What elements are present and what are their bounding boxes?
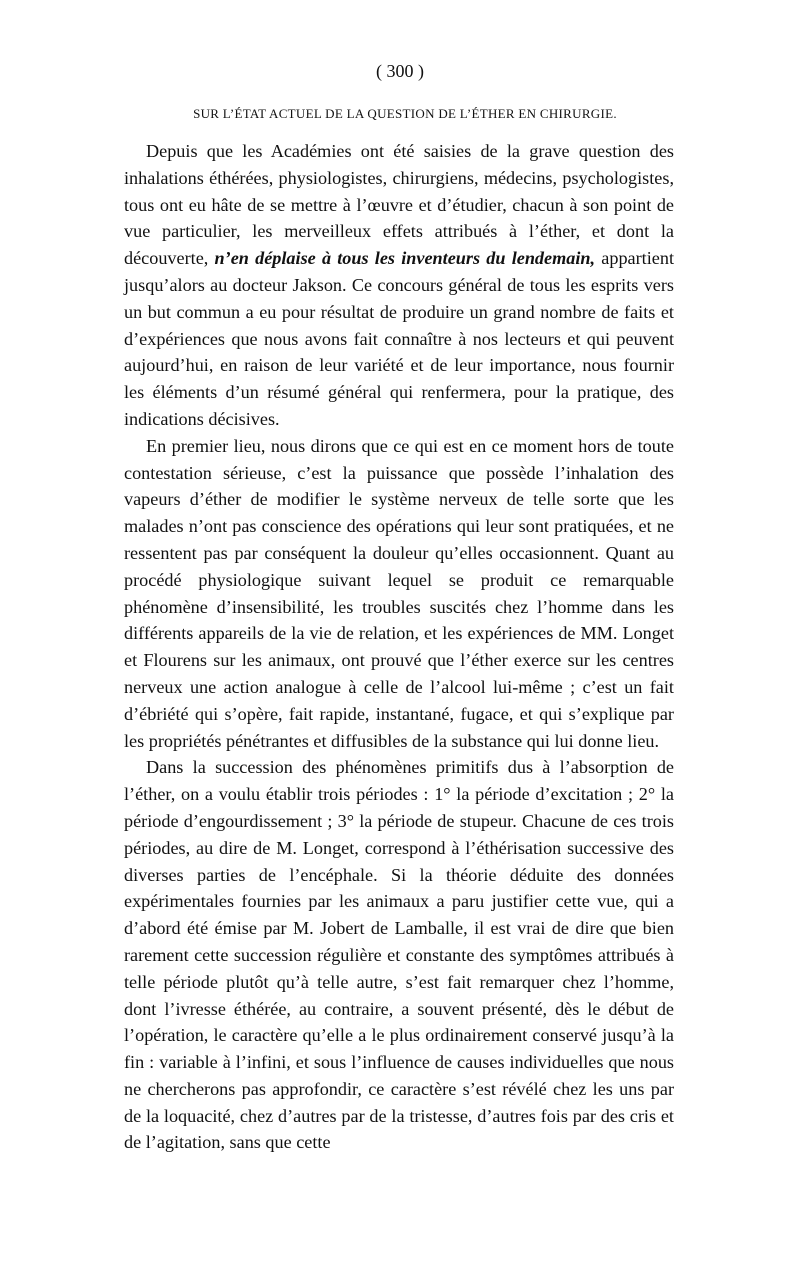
emphasis-phrase: n’en déplaise à tous les inventeurs du lendemain, — [214, 248, 596, 269]
paragraph-3: Dans la succession des phénomènes primitifs dus à l’absorption de l’éther, on a voulu établir trois périodes : 1° la période d’excitation ; 2° la période d’engourdissement ; 3° la période de stupeur. Chacune de ces trois périodes, au dire de M. Longet, correspond à l’éthérisation successive des diverses parties de l’encéphale. Si la théorie déduite des données expérimentales fournies par les animaux a paru justifier cette vue, qui a d’abord été émise par M. Jobert de Lamballe, il est vrai de dire que bien rarement cette succession régulière et constante des symptômes attribués à telle période plutôt qu’à telle autre, s’est fait remarquer chez l’homme, dont l’ivresse éthérée, au contraire, a souvent présenté, dès le début de l’opération, le caractère qu’elle a le plus ordinairement conservé jusqu’à la fin : variable à l’infini, et sous l’influence de causes individuelles que nous ne chercherons pas approfondir, ce caractère s’est révélé chez les uns par de la loquacité, chez d’autres par de la tristesse, d’autres fois par des cris et de l’agitation, sans que cette — [124, 757, 674, 1153]
page-number: ( 300 ) — [376, 61, 424, 81]
paragraph-1-text-end: appartient jusqu’alors au docteur Jakson. Ce concours général de tous les esprits vers un but commun a eu pour résultat de produire un grand nombre de faits et d’expériences que nous avons fait connaître à nos lecteurs et qui peuvent aujourd’hui, en raison de leur variété et de leur importance, nous fournir les éléments d’un résumé général qui renfermera, pour la pratique, des indications décisives. — [124, 248, 674, 429]
paragraph-1-text-start: Depuis que les Académies ont été saisies de la grave question des inhalations éthérées, physiologistes, chirurgiens, médecins, psychologistes, tous ont eu hâte de se mettre à l’œuvre et d’étudier, chacun à son point de vue particulier, les merveilleux effets attribués à l’éther, et dont la découverte, — [124, 141, 674, 269]
paragraph-2: En premier lieu, nous dirons que ce qui est en ce moment hors de toute contestation sérieuse, c’est la puissance que possède l’inhalation des vapeurs d’éther de modifier le système nerveux de telle sorte que les malades n’ont pas conscience des opérations qui leur sont pratiquées, et ne ressentent pas par conséquent la douleur qu’elles occasionnent. Quant au procédé physiologique suivant lequel se produit ce remarquable phénomène d’insensibilité, les troubles suscités chez l’homme dans les différents appareils de la vie de relation, et les expériences de MM. Longet et Flourens sur les animaux, ont prouvé que l’éther exerce sur les centres nerveux une action analogue à celle de l’alcool lui-même ; c’est un fait d’ébriété qui s’opère, fait rapide, instantané, fugace, et qui s’explique par les propriétés pénétrantes et diffusibles de la substance qui lui donne lieu. — [124, 435, 674, 751]
body-text — [124, 138, 674, 1156]
paragraph-1 — [124, 138, 674, 433]
running-title: SUR L’ÉTAT ACTUEL DE LA QUESTION DE L’ÉTHER EN CHIRURGIE. — [193, 106, 617, 121]
